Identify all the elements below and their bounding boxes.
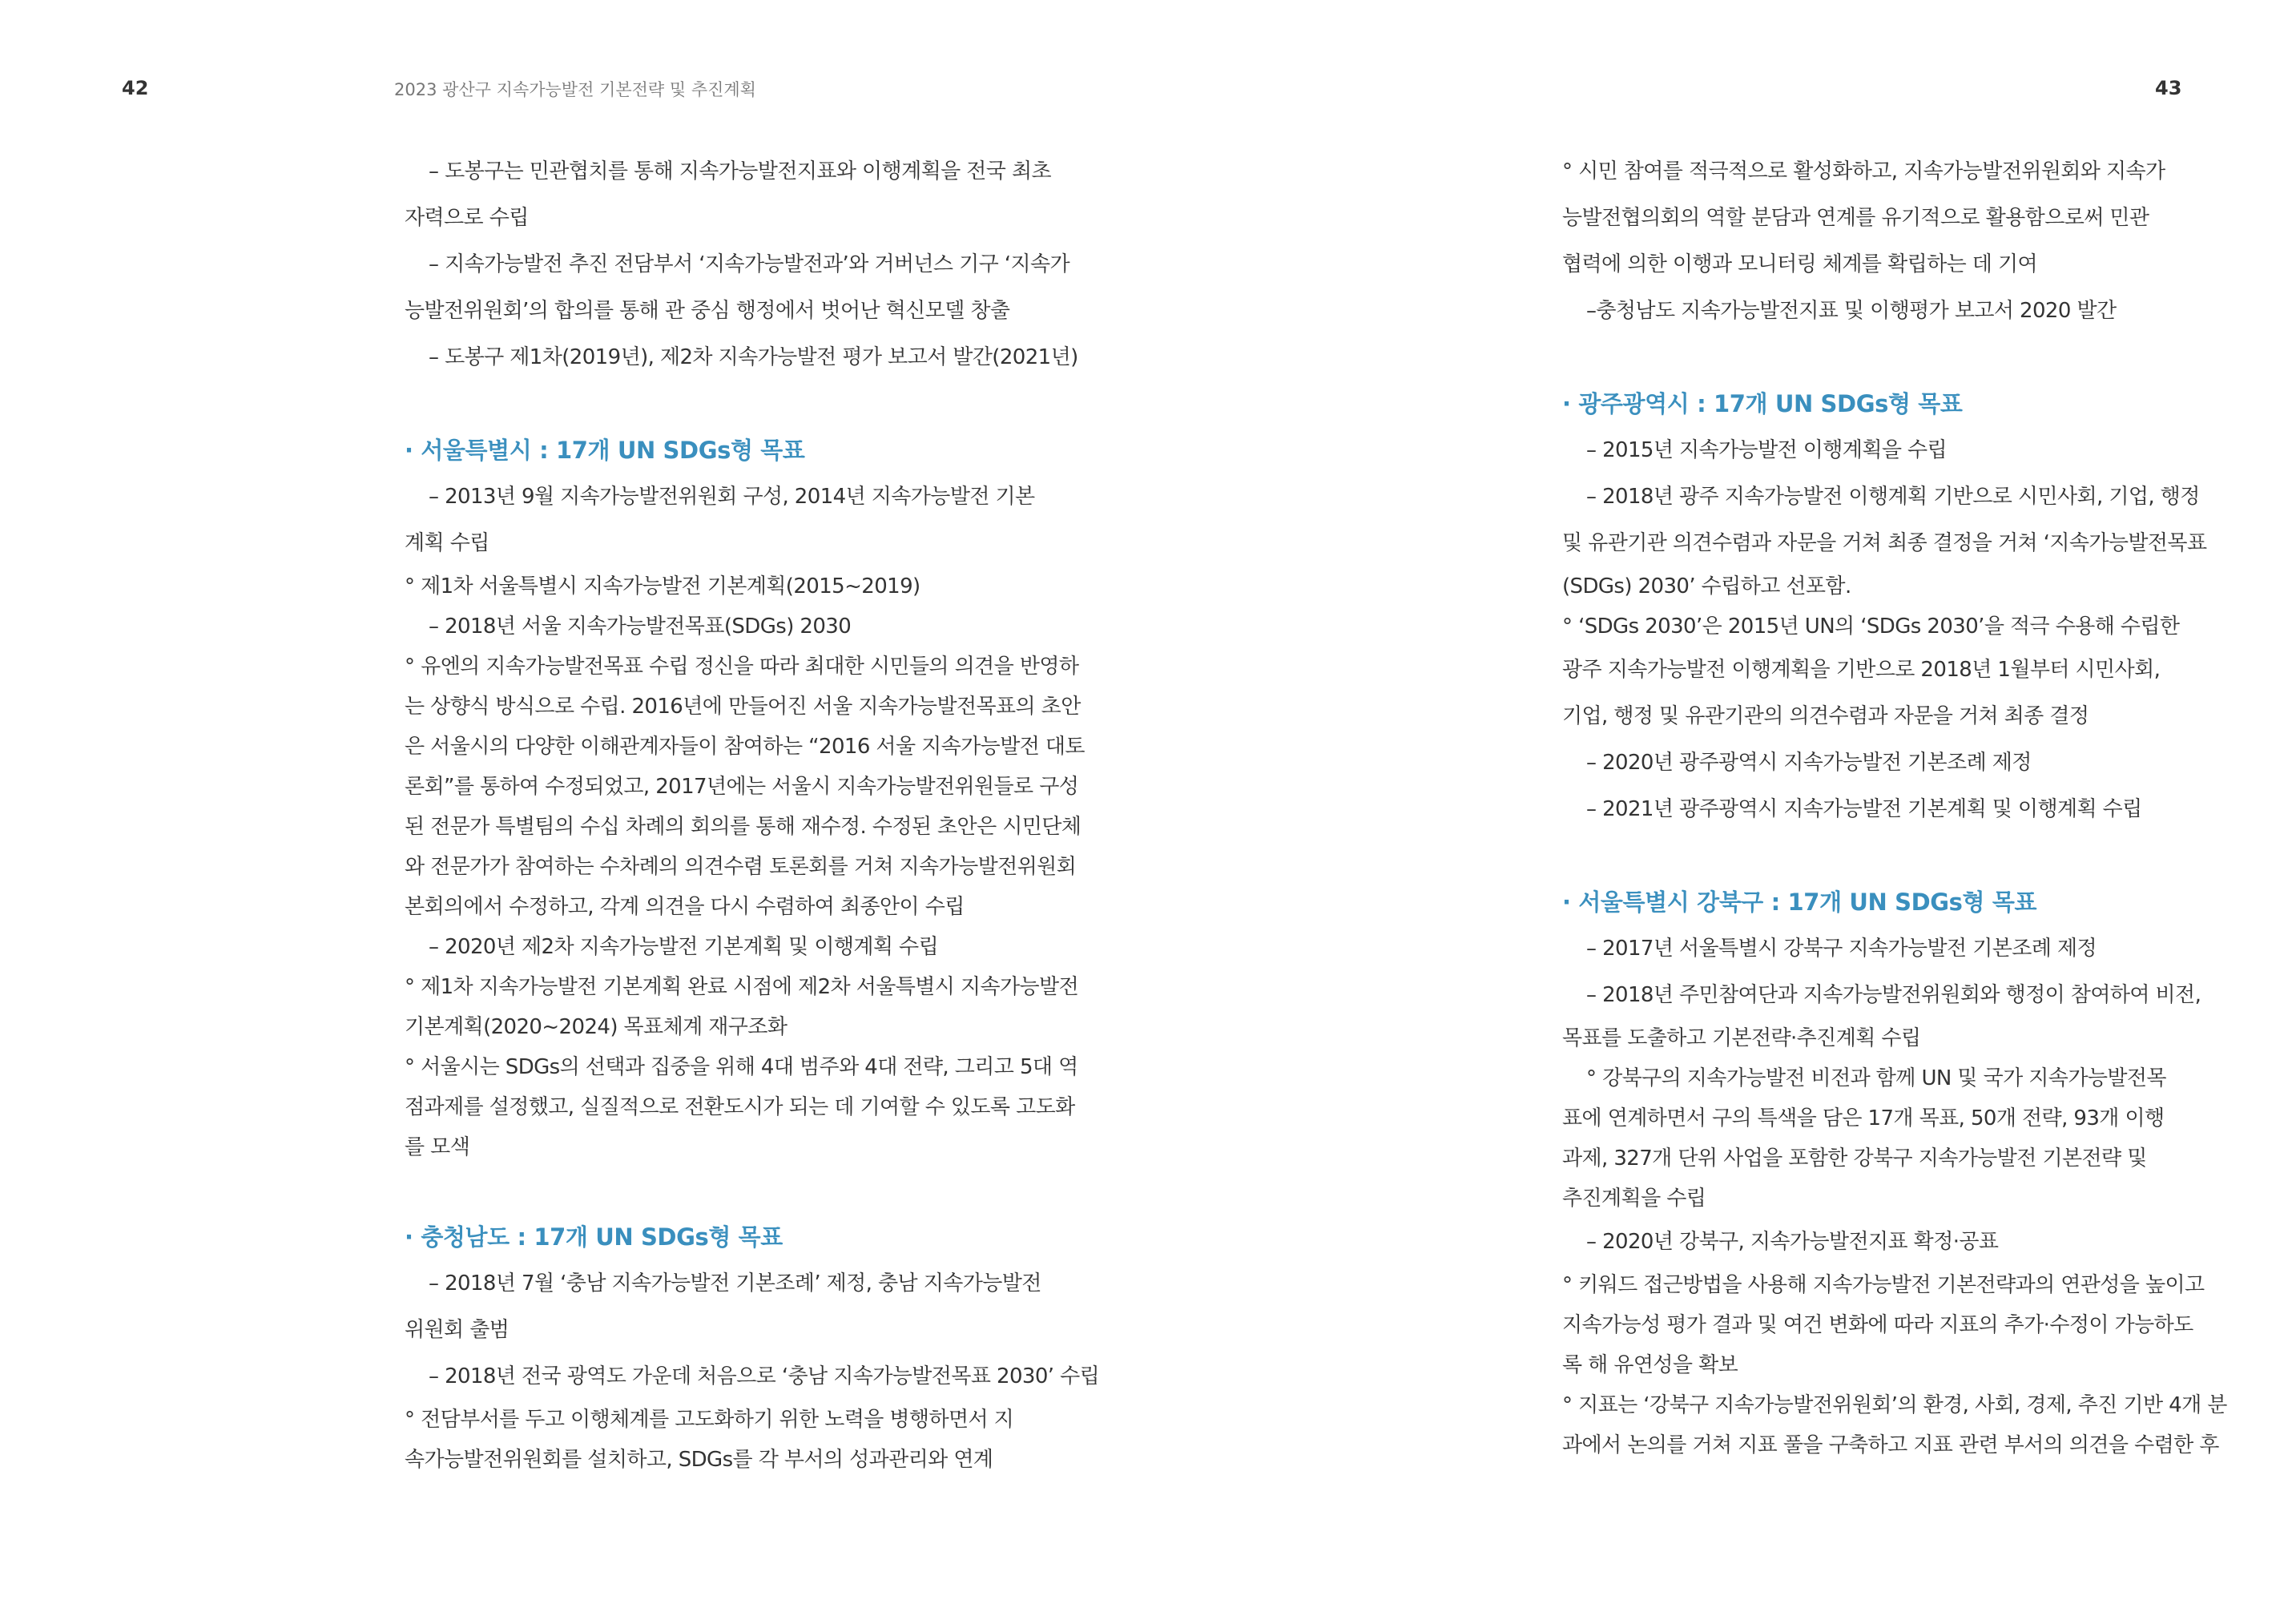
text-line: 능발전협의회의 역할 분담과 연계를 유기적으로 활용함으로써 민관 (1562, 206, 2149, 230)
text-line: 기본계획(2020~2024) 목표체계 재구조화 (405, 1015, 787, 1039)
text-line: 목표를 도출하고 기본전략·추진계획 수립 (1562, 1026, 1921, 1050)
text-line: 협력에 의한 이행과 모니터링 체계를 확립하는 데 기여 (1562, 252, 2038, 276)
text-line: 광주 지속가능발전 이행계획을 기반으로 2018년 1월부터 시민사회, (1562, 658, 2161, 682)
text-line: 는 상향식 방식으로 수립. 2016년에 만들어진 서울 지속가능발전목표의 초안 (405, 695, 1081, 719)
text-line: – 2018년 7월 ‘충남 지속가능발전 기본조례’ 제정, 충남 지속가능발전 (429, 1271, 1041, 1296)
running-title: 2023 광산구 지속가능발전 기본전략 및 추진계획 (394, 80, 756, 99)
text-line: – 2015년 지속가능발전 이행계획을 수립 (1586, 438, 1948, 462)
text-line: ° 키워드 접근방법을 사용해 지속가능발전 기본전략과의 연관성을 높이고 (1562, 1273, 2205, 1297)
text-line: ° 시민 참여를 적극적으로 활성화하고, 지속가능발전위원회와 지속가 (1562, 159, 2165, 183)
right-page-body (1562, 148, 2227, 1465)
text-line: 표에 연계하면서 구의 특색을 담은 17개 목표, 50개 전략, 93개 이행 (1562, 1106, 2165, 1130)
right-page-number: 43 (2155, 77, 2182, 99)
text-line: – 2021년 광주광역시 지속가능발전 기본계획 및 이행계획 수립 (1586, 797, 2142, 821)
text-line: – 2013년 9월 지속가능발전위원회 구성, 2014년 지속가능발전 기본 (429, 485, 1035, 509)
text-line: ° 제1차 지속가능발전 기본계획 완료 시점에 제2차 서울특별시 지속가능발전 (405, 975, 1079, 999)
dobong-section (405, 148, 1078, 381)
section-heading-gwangju: · 광주광역시 : 17개 UN SDGs형 목표 (1562, 390, 1963, 417)
text-line: – 도봉구 제1차(2019년), 제2차 지속가능발전 평가 보고서 발간(2021년) (429, 345, 1078, 369)
text-line: 은 서울시의 다양한 이해관계자들이 참여하는 “2016 서울 지속가능발전 대토 (405, 735, 1085, 759)
text-line: 속가능발전위원회를 설치하고, SDGs를 각 부서의 성과관리와 연계 (405, 1448, 993, 1472)
text-line: –충청남도 지속가능발전지표 및 이행평가 보고서 2020 발간 (1586, 299, 2117, 323)
text-line: 위원회 출범 (405, 1318, 510, 1342)
text-line: ° 유엔의 지속가능발전목표 수립 정신을 따라 최대한 시민들의 의견을 반영하 (405, 655, 1079, 679)
text-line: 및 유관기관 의견수렴과 자문을 거쳐 최종 결정을 거쳐 ‘지속가능발전목표 (1562, 531, 2207, 555)
text-line: – 2020년 강북구, 지속가능발전지표 확정·공표 (1586, 1230, 1999, 1254)
text-line: – 2020년 광주광역시 지속가능발전 기본조례 제정 (1586, 751, 2032, 775)
section-heading-gangbuk: · 서울특별시 강북구 : 17개 UN SDGs형 목표 (1562, 889, 2037, 916)
chungnam-section (405, 1214, 1100, 1480)
text-line: 과에서 논의를 거쳐 지표 풀을 구축하고 지표 관련 부서의 의견을 수렴한 후 (1562, 1433, 2219, 1457)
left-page-number: 42 (122, 77, 149, 99)
text-line: (SDGs) 2030’ 수립하고 선포함. (1562, 574, 1851, 598)
left-page-body (405, 148, 1100, 1480)
text-line: 자력으로 수립 (405, 206, 529, 230)
gwangju-section (1562, 381, 2207, 832)
seoul-section (405, 427, 1085, 1167)
text-line: ° 전담부서를 두고 이행체계를 고도화하기 위한 노력을 병행하면서 지 (405, 1408, 1014, 1432)
text-line: 점과제를 설정했고, 실질적으로 전환도시가 되는 데 기여할 수 있도록 고도화 (405, 1095, 1075, 1119)
text-line: ° ‘SDGs 2030’은 2015년 UN의 ‘SDGs 2030’을 적극 수용해 수립한 (1562, 615, 2180, 639)
text-line: ° 강북구의 지속가능발전 비전과 함께 UN 및 국가 지속가능발전목 (1586, 1066, 2166, 1090)
text-line: 계획 수립 (405, 531, 489, 555)
text-line: 지속가능성 평가 결과 및 여건 변화에 따라 지표의 추가·수정이 가능하도 (1562, 1313, 2193, 1337)
section-heading-chungnam: · 충청남도 : 17개 UN SDGs형 목표 (405, 1223, 783, 1251)
gangbuk-section (1562, 879, 2227, 1465)
text-line: – 2018년 광주 지속가능발전 이행계획 기반으로 시민사회, 기업, 행정 (1586, 485, 2200, 509)
text-line: 기업, 행정 및 유관기관의 의견수렴과 자문을 거쳐 최종 결정 (1562, 704, 2089, 728)
text-line: ° 지표는 ‘강북구 지속가능발전위원회’의 환경, 사회, 경제, 추진 기반 4개 분 (1562, 1393, 2227, 1417)
text-line: – 2020년 제2차 지속가능발전 기본계획 및 이행계획 수립 (429, 935, 939, 959)
text-line: 과제, 327개 단위 사업을 포함한 강북구 지속가능발전 기본전략 및 (1562, 1146, 2147, 1171)
text-line: – 2018년 전국 광역도 가운데 처음으로 ‘충남 지속가능발전목표 2030’ 수립 (429, 1364, 1100, 1388)
text-line: – 2018년 주민참여단과 지속가능발전위원회와 행정이 참여하여 비전, (1586, 983, 2201, 1007)
section-heading-seoul: · 서울특별시 : 17개 UN SDGs형 목표 (405, 437, 805, 464)
text-line: 추진계획을 수립 (1562, 1187, 1706, 1211)
text-line: – 2017년 서울특별시 강북구 지속가능발전 기본조례 제정 (1586, 937, 2097, 961)
text-line: 본회의에서 수정하고, 각계 의견을 다시 수렴하여 최종안이 수립 (405, 895, 965, 919)
text-line: 와 전문가가 참여하는 수차례의 의견수렴 토론회를 거쳐 지속가능발전위원회 (405, 855, 1077, 879)
text-line: – 도봉구는 민관협치를 통해 지속가능발전지표와 이행계획을 전국 최초 (429, 159, 1052, 183)
text-line: – 지속가능발전 추진 전담부서 ‘지속가능발전과’와 거버넌스 기구 ‘지속가 (429, 252, 1070, 276)
text-line: 론회”를 통하여 수정되었고, 2017년에는 서울시 지속가능발전위원들로 구성 (405, 775, 1079, 799)
text-line: ° 제1차 서울특별시 지속가능발전 기본계획(2015~2019) (405, 574, 920, 598)
text-line: ° 서울시는 SDGs의 선택과 집중을 위해 4대 범주와 4대 전략, 그리고 5대 역 (405, 1055, 1078, 1079)
text-line: 능발전위원회’의 합의를 통해 관 중심 행정에서 벗어난 혁신모델 창출 (405, 299, 1010, 323)
text-line: – 2018년 서울 지속가능발전목표(SDGs) 2030 (429, 615, 852, 639)
chungnam-continued (1562, 148, 2189, 334)
text-line: 를 모색 (405, 1135, 470, 1159)
text-line: 록 해 유연성을 확보 (1562, 1353, 1738, 1377)
text-line: 된 전문가 특별팀의 수십 차례의 회의를 통해 재수정. 수정된 초안은 시민단체 (405, 815, 1082, 839)
